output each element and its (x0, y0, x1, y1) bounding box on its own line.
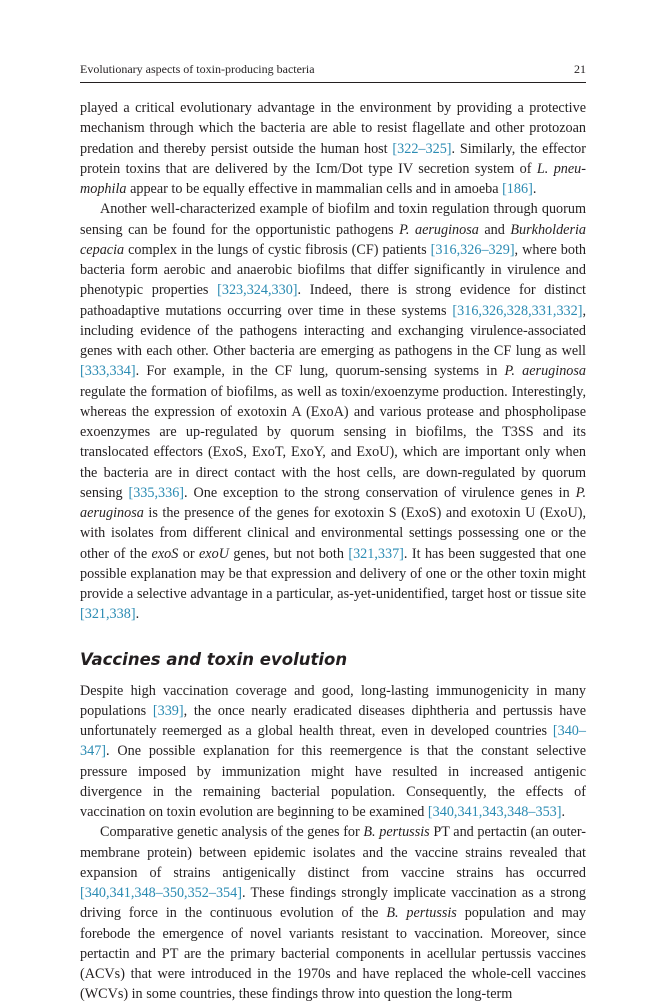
citation-link[interactable]: [340,341,348–350,352–354] (80, 885, 242, 901)
page-number: 21 (574, 62, 586, 76)
running-title: Evolutionary aspects of toxin-producing bacteria (80, 62, 315, 76)
citation-link[interactable]: [335,336] (128, 484, 185, 501)
text-run: , the once nearly eradicated diseases diphtheria and pertussis have unfortunately reemerged as a global health threat, even in developed countries (80, 702, 586, 739)
text-run: population and may forebode the emergence of novel variants resistant to vaccination. Moreover, since pertactin and PT are the primary bacterial components in acellular pertussis vaccines (ACVs) that were introduced in the 1970s and have replaced the whole-cell vaccines (WCVs) in some countries, these findings throw into question the long-term (80, 905, 586, 1003)
text-run: . (561, 804, 566, 820)
section-heading: Vaccines and toxin evolution (80, 649, 348, 669)
text-run: Another well-characterized example of biofilm and toxin regulation through quorum sensing can be found for the opportunistic pathogens (80, 201, 586, 238)
text-run: . Similarly, the effector protein toxins that are delivered by the Icm/Dot type IV secretion system of (80, 140, 586, 177)
species-name: P. aeruginosa (504, 363, 586, 380)
text-run: . One exception to the strong conservation of virulence genes in (184, 484, 576, 501)
text-run: , where both bacteria form aerobic and anaerobic biofilms that differ significantly in virulence and phenotypic properties (80, 241, 586, 299)
text-run: . (532, 181, 537, 197)
paragraph-1 (80, 98, 586, 199)
text-run: . Indeed, there is strong evidence for distinct pathoadaptive mutations occurring over time in these systems (80, 282, 586, 319)
species-name: B. pertussis (386, 905, 457, 922)
citation-link[interactable]: [323,324,330] (217, 282, 298, 299)
citation-link[interactable]: [340–347] (80, 723, 586, 760)
citation-link[interactable]: [321,337] (348, 545, 404, 562)
gene-name: exoU (199, 545, 229, 562)
citation-link[interactable]: [316,326,328,331,332] (452, 302, 583, 319)
paragraph-4 (80, 822, 586, 1004)
text-run: and (478, 221, 511, 238)
text-run: played a critical evolutionary advantage in the environment by providing a protective mechanism through which the bacteria are able to resist flagellate and other protozoan predation and thereby persist outside the human host (80, 100, 586, 157)
citation-link[interactable]: [333,334] (80, 363, 136, 380)
text-run: . One possible explanation for this reemergence is that the constant selective pressure imposed by immunization might have resulted in increased antigenic divergence in the remaining bacterial population. Consequently, the effects of vaccination on toxin evolution are beginning to be examined (80, 743, 586, 820)
text-run: genes, but not both (228, 545, 349, 562)
species-name: P. aeruginosa (399, 221, 479, 238)
paragraph-2 (80, 199, 586, 624)
text-run: regulate the formation of biofilms, as well as toxin/​exoenzyme production. Interestingly, whereas the expression of exotoxin A (ExoA) and various protease and phospholipase exoenzymes are up-regulated by quorum sensing in biofilms, the T3SS and its translocated effectors (ExoS, ExoT, ExoY, and ExoU), which are important only when the bacteria are in direct contact with the host cells, are down-regulated by quorum sensing (80, 383, 586, 501)
species-name: Burkholderia cepacia (80, 221, 587, 258)
header-rule (80, 82, 586, 83)
text-run: . For example, in the CF lung, quorum-sensing systems in (135, 363, 505, 380)
text-run: complex in the lungs of cystic fibrosis (CF) patients (124, 241, 431, 258)
text-run: or (178, 545, 199, 562)
gene-name: exoS (151, 545, 179, 562)
species-name: B. pertussis (363, 824, 430, 841)
citation-link[interactable]: [186] (502, 181, 533, 197)
text-run: Despite high vaccination coverage and good, long-lasting immunogenicity in many populations (80, 682, 586, 719)
citation-link[interactable]: [339] (152, 702, 184, 719)
text-run: appear to be equally effective in mammalian cells and in amoeba (126, 181, 503, 197)
body-text (80, 98, 586, 1005)
species-name: L. pneumophila (80, 160, 587, 197)
citation-link[interactable]: [316,326–329] (430, 241, 515, 258)
species-name: P. aeruginosa (80, 484, 586, 521)
text-run: is the presence of the genes for exotoxin S (ExoS) and exotoxin U (ExoU), with isolates from different clinical and environmental settings possessing one or the other of the (80, 505, 586, 562)
running-header (80, 62, 586, 77)
text-run: , including evidence of the pathogens interacting and exchanging virulence-associated genes with each other. Other bacteria are emerging as pathogens in the CF lung as well (80, 302, 586, 359)
citation-link[interactable]: [321,338] (80, 606, 136, 623)
text-run: . It has been suggested that one possible explanation may be that expression and delivery of one or the other toxin might provide a selective advantage in a particular, as-yet-unidentified, target host or tissue site (80, 545, 586, 602)
citation-link[interactable]: [340,341,343,348–353] (427, 804, 562, 820)
text-run: . These findings strongly implicate vaccination as a strong driving force in the continuous evolution of the (80, 885, 586, 922)
text-run: Comparative genetic analysis of the genes for (100, 824, 364, 841)
text-run: . (135, 606, 140, 623)
text-run: PT and pertactin (an outer-membrane protein) between epidemic isolates and the vaccine strains revealed that expansion of strains antigenically distinct from vaccine strains has occurred (80, 824, 586, 881)
paragraph-3 (80, 681, 586, 823)
citation-link[interactable]: [322–325] (392, 140, 452, 157)
